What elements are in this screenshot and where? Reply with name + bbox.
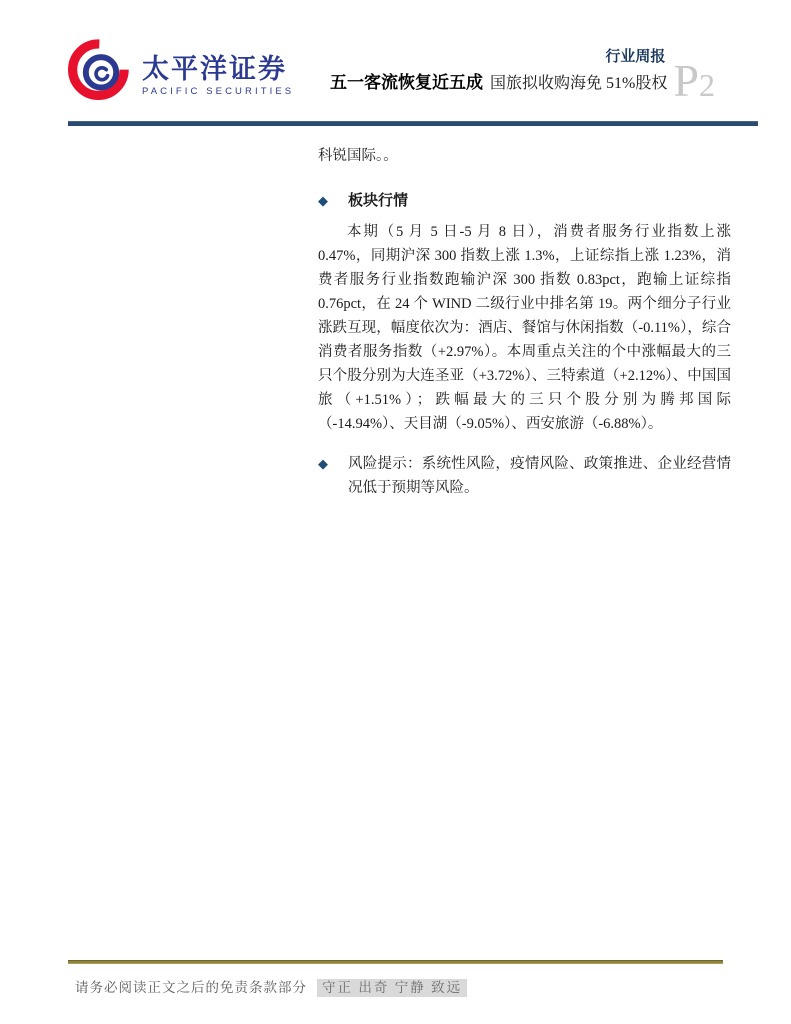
footer-divider [68,960,723,964]
footer [75,976,467,996]
pacific-securities-logo-icon [68,33,134,109]
section-market-heading [318,189,731,214]
diamond-bullet-icon: ◆ [318,194,328,209]
brand-logo [68,33,294,109]
risk-warning-text: 风险提示：系统性风险，疫情风险、政策推进、企业经营情况低于预期等风险。 [348,456,731,496]
diamond-bullet-icon: ◆ [318,457,328,472]
header-divider [68,121,758,126]
footer-motto: 守正 出奇 宁静 致远 [317,979,467,997]
section-risk [318,452,731,500]
lead-text: 科锐国际。。 [318,148,398,164]
section-market-paragraph: 本期（5 月 5 日-5 月 8 日），消费者服务行业指数上涨 0.47%，同期沪深 300 指数上涨 1.3%，上证综指上涨 1.23%，消费者服务行业指数跑输沪深 300 指数 0.83pct，跑输上证综指 0.76pct，在 24 个 WIND 二级行业中排名第 19。两个细分子行业涨跌互现，幅度依次为：酒店、餐馆与休闲指数（-0.11%），综合消费者服务指数（+2.97%）。本周重点关注的个中涨幅最大的三只个股分别为大连圣亚（+3.72%）、三特索道（+2.12%）、中国国旅（+1.51%）；跌幅最大的三只个股分别为腾邦国际（-14.94%）、天目湖（-9.05%）、西安旅游（-6.88%）。 [318,224,731,432]
page-number-digit: 2 [698,67,715,103]
report-title-sub: 国旅拟收购海免 51%股权 [490,75,668,92]
page-number-letter: P [673,55,699,106]
footer-disclaimer: 请务必阅读正文之后的免责条款部分 [75,980,307,995]
brand-name-cn: 太平洋证券 [142,53,287,84]
report-type-label: 行业周报 [605,49,666,65]
report-header-meta [330,46,667,96]
section-title: 板块行情 [348,193,409,209]
brand-name-en: PACIFIC SECURITIES [142,86,295,98]
report-title [330,71,667,96]
page-number [673,55,715,106]
report-title-main: 五一客流恢复近五成 [330,73,483,92]
report-body [318,144,731,500]
report-header [330,46,715,106]
brand-text [142,55,294,98]
